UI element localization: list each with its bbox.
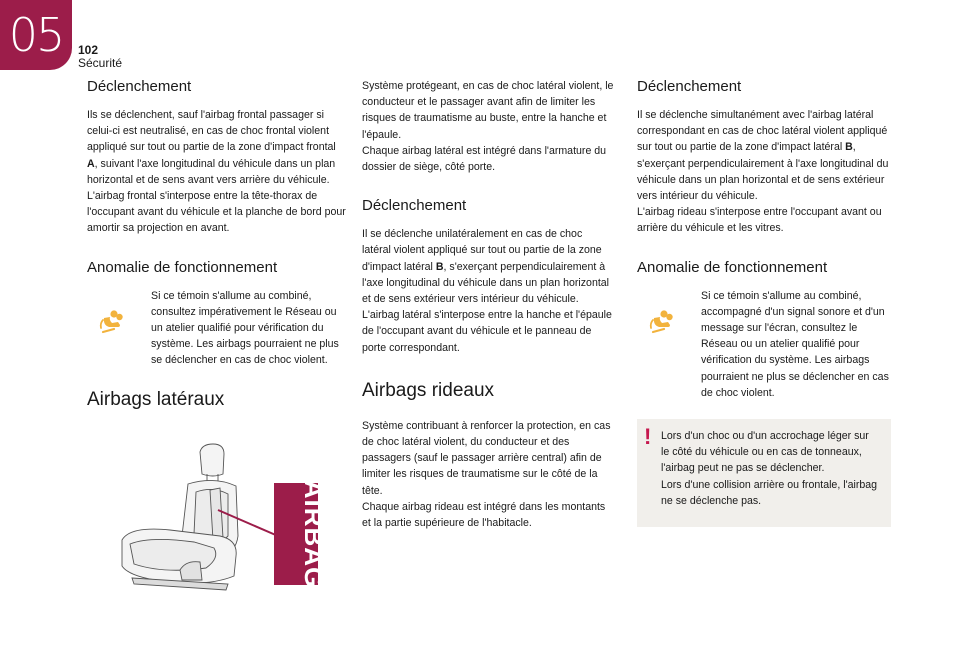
- column-1: [87, 78, 349, 427]
- column-2: [362, 78, 614, 531]
- airbag-warning-light-icon: [97, 306, 127, 336]
- side-airbags-title: Airbags latéraux: [87, 388, 225, 410]
- side-trigger-text: Il se déclenche unilatéralement en cas de choc latéral violent appliqué sur tout ou partie de la zone d'impact latéral B, s'exerçant perpendiculairement à l'axe longitudinal du véhicule dans un plan horizontal et de sens extérieur vers intérieur du véhicule. L'airbag latéral s'interpose entre la hanche et l'épaule de l'occupant avant du véhicule et le panneau de porte correspondant.: [362, 228, 612, 354]
- curtain-airbags-title: Airbags rideaux: [362, 379, 495, 401]
- curtain-trigger-text: Il se déclenche simultanément avec l'airbag latéral correspondant en cas de choc latéral violent appliqué sur tout ou partie de la zone d'impact latéral B, s'exerçant perpendiculairement à l'axe longitudinal du véhicule dans un plan horizontal et de sens extérieur vers intérieur du véhicule. L'airbag rideau s'interpose entre l'occupant avant ou arrière du véhicule et les vitres.: [637, 109, 889, 235]
- warning-note-text: Lors d'un choc ou d'un accrochage léger sur le côté du véhicule ou en cas de tonneaux, l'airbag peut ne pas se déclencher. Lors d'une collision arrière ou frontale, l'airbag ne se déclenche pas.: [661, 430, 878, 507]
- frontal-trigger-title: Déclenchement: [87, 78, 192, 95]
- chapter-tab: 05: [0, 0, 72, 70]
- frontal-malfunction-row: [87, 288, 349, 369]
- side-trigger-title: Déclenchement: [362, 197, 467, 215]
- frontal-malfunction-text: Si ce témoin s'allume au combiné, consultez impérativement le Réseau ou un atelier qualifié pour vérification du système. Les airbags pourraient ne plus se déclencher en cas de choc violent.: [151, 289, 339, 367]
- warning-note: [637, 419, 891, 527]
- curtain-trigger-title: Déclenchement: [637, 78, 742, 95]
- exclamation-icon: !: [644, 424, 652, 450]
- section-name: Sécurité: [78, 56, 123, 70]
- seat-side-airbag-illustration: [110, 440, 329, 595]
- side-airbags-intro: Système protégeant, en cas de choc latéral violent, le conducteur et le passager avant afin de limiter les risques de traumatisme au buste, entre la hanche et l'épaule. Chaque airbag latéral est intégré dans l'armature du dossier de siège, côté porte.: [362, 80, 614, 174]
- page-number: 102: [78, 43, 99, 57]
- column-3: [637, 78, 893, 527]
- curtain-malfunction-row: [637, 288, 893, 401]
- airbag-warning-light-icon: [647, 306, 677, 336]
- curtain-airbags-text: Système contribuant à renforcer la protection, en cas de choc latéral violent, du conducteur et des passagers (sauf le passager arrière central) afin de limiter les risques de traumatisme sur le côté de la tête. Chaque airbag rideau est intégré dans les montants et la partie supérieure de l'habitacle.: [362, 419, 611, 530]
- frontal-malfunction-title: Anomalie de fonctionnement: [87, 258, 278, 276]
- airbag-label: AIRBAG: [299, 479, 329, 589]
- curtain-malfunction-title: Anomalie de fonctionnement: [637, 258, 828, 276]
- curtain-malfunction-text: Si ce témoin s'allume au combiné, accompagné d'un signal sonore et d'un message sur l'écran, consultez le Réseau ou un atelier qualifié pour vérification du système. Les airbags pourraient ne plus se déclencher en cas de choc violent.: [701, 289, 889, 399]
- frontal-trigger-text: Ils se déclenchent, sauf l'airbag frontal passager si celui-ci est neutralisé, en cas de choc frontal violent appliqué sur tout ou partie de la zone d'impact frontal A, suivant l'axe longitudinal du véhicule dans un plan horizontal et de sens avant vers arrière du véhicule. L'airbag frontal s'interpose entre la tête-thorax de l'occupant avant du véhicule et la planche de bord pour amortir sa projection en avant.: [87, 109, 346, 235]
